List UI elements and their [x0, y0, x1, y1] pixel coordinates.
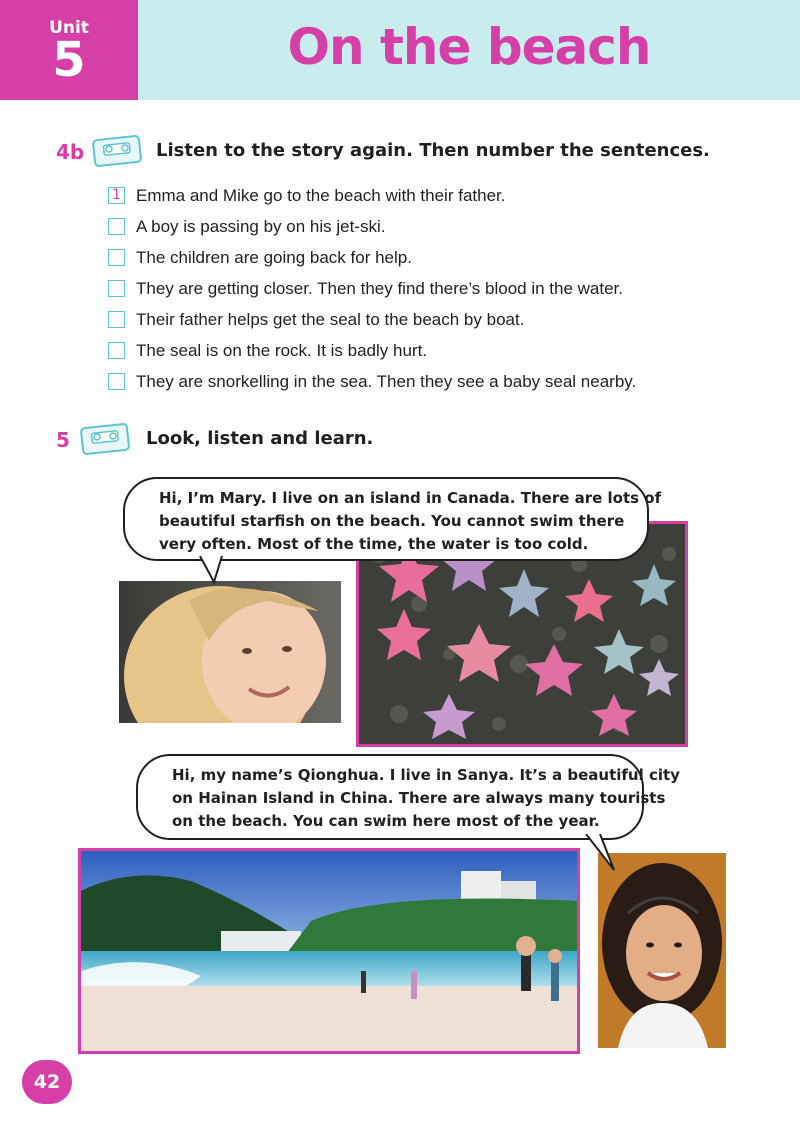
cassette-tape-icon: [92, 134, 142, 168]
number-box[interactable]: [108, 311, 125, 328]
page-number: 42: [22, 1060, 72, 1104]
bubble-line: on the beach. You can swim here most of the year.: [172, 812, 600, 830]
bubble-line: beautiful starfish on the beach. You cannot swim there: [159, 512, 625, 530]
number-box[interactable]: [108, 373, 125, 390]
speech-bubble-qionghua: [136, 754, 680, 840]
exercise-number-4b: 4b: [56, 140, 85, 164]
unit-badge: [0, 0, 138, 100]
bubble-line: Hi, I’m Mary. I live on an island in Canada. There are lots of: [159, 489, 662, 507]
cassette-tape-icon: [80, 422, 130, 456]
bubble-tail: [580, 834, 620, 874]
number-box[interactable]: [108, 280, 125, 297]
page-header: [0, 0, 800, 100]
sentence-text: Emma and Mike go to the beach with their father.: [136, 186, 506, 205]
sentence-text: They are snorkelling in the sea. Then they see a baby seal nearby.: [136, 372, 637, 391]
beach-photo: [78, 848, 580, 1054]
sentence-text: A boy is passing by on his jet-ski.: [136, 217, 386, 236]
exercise-number-5: 5: [56, 428, 70, 452]
sentence-text: The children are going back for help.: [136, 248, 412, 267]
bubble-line: Hi, my name’s Qionghua. I live in Sanya. It’s a beautiful city: [172, 766, 680, 784]
bubble-line: very often. Most of the time, the water is too cold.: [159, 535, 589, 553]
sentence-text: They are getting closer. Then they find there’s blood in the water.: [136, 279, 624, 298]
number-box[interactable]: [108, 249, 125, 266]
unit-title: On the beach: [287, 18, 651, 76]
unit-label: Unit: [49, 18, 89, 38]
exercise-instruction-4b: Listen to the story again. Then number the sentences.: [156, 140, 710, 161]
bubble-tail: [196, 556, 236, 584]
speech-bubble-mary: [123, 477, 662, 561]
mary-portrait-photo: [119, 581, 341, 723]
number-box[interactable]: 1: [108, 187, 125, 204]
exercise-instruction-5: Look, listen and learn.: [146, 428, 374, 449]
sentence-text: Their father helps get the seal to the beach by boat.: [136, 310, 525, 329]
qionghua-portrait-photo: [598, 853, 726, 1048]
unit-number: 5: [52, 32, 86, 88]
sentence-text: The seal is on the rock. It is badly hurt.: [136, 341, 428, 360]
bubble-line: on Hainan Island in China. There are always many tourists: [172, 789, 666, 807]
number-box[interactable]: [108, 342, 125, 359]
number-box[interactable]: [108, 218, 125, 235]
